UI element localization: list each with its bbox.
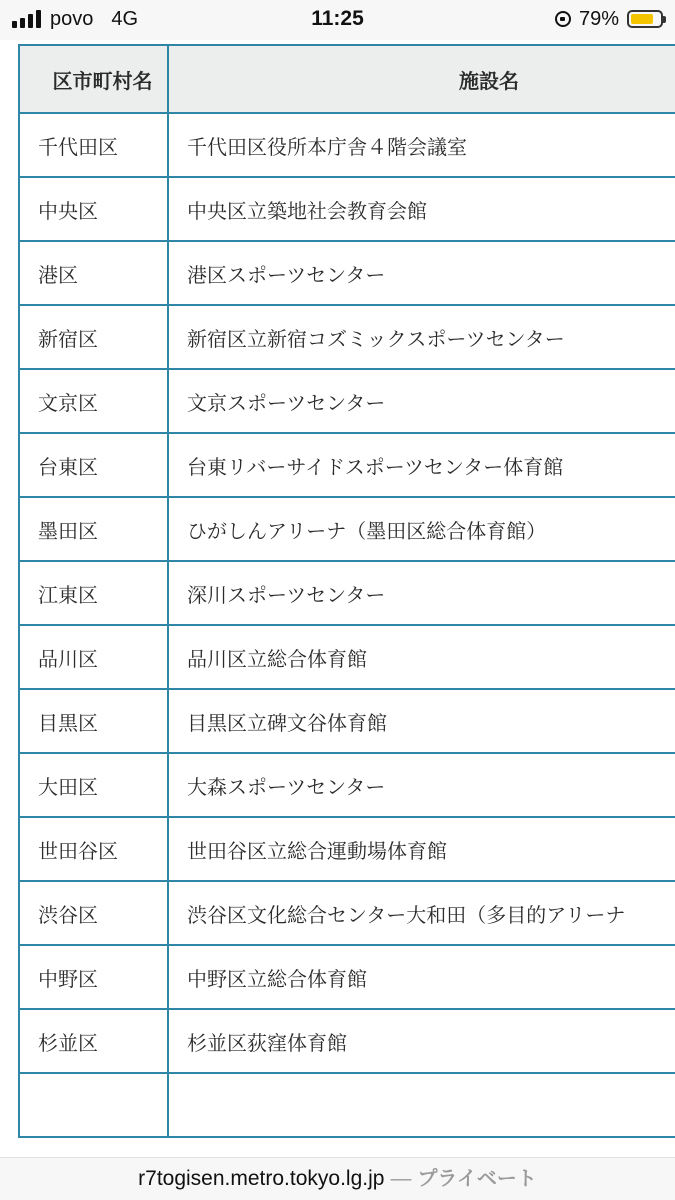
carrier-label: povo xyxy=(50,7,94,30)
status-bar xyxy=(0,0,675,40)
table-row xyxy=(19,433,675,497)
facility-cell: 中野区立総合体育館 xyxy=(168,945,675,1009)
municipality-cell: 千代田区 xyxy=(19,113,168,177)
municipality-cell: 墨田区 xyxy=(19,497,168,561)
municipality-cell: 文京区 xyxy=(19,369,168,433)
facility-cell: 品川区立総合体育館 xyxy=(168,625,675,689)
facility-cell: 港区スポーツセンター xyxy=(168,241,675,305)
municipality-cell: 世田谷区 xyxy=(19,817,168,881)
private-mode-label: プライベート xyxy=(417,1166,537,1190)
address-bar[interactable] xyxy=(0,1157,675,1200)
table-scroll-area[interactable] xyxy=(18,44,675,1158)
municipality-cell: 新宿区 xyxy=(19,305,168,369)
network-type-label: 4G xyxy=(111,7,139,30)
municipality-cell: 中央区 xyxy=(19,177,168,241)
venue-table xyxy=(18,44,675,1138)
municipality-cell: 港区 xyxy=(19,241,168,305)
facility-cell: 世田谷区立総合運動場体育館 xyxy=(168,817,675,881)
table-row xyxy=(19,369,675,433)
rotation-lock-icon xyxy=(555,11,571,27)
clock: 11:25 xyxy=(311,7,364,30)
facility-cell: 文京スポーツセンター xyxy=(168,369,675,433)
table-row xyxy=(19,305,675,369)
table-header-row xyxy=(19,45,675,113)
facility-cell: 目黒区立碑文谷体育館 xyxy=(168,689,675,753)
facility-cell: 渋谷区文化総合センター大和田（多目的アリーナ xyxy=(168,881,675,945)
facility-cell: 千代田区役所本庁舎４階会議室 xyxy=(168,113,675,177)
municipality-cell: 目黒区 xyxy=(19,689,168,753)
table-row xyxy=(19,625,675,689)
table-row xyxy=(19,113,675,177)
table-row xyxy=(19,689,675,753)
status-bar-right xyxy=(555,7,663,31)
table-row xyxy=(19,561,675,625)
facility-cell: 杉並区荻窪体育館 xyxy=(168,1009,675,1073)
facility-cell: 新宿区立新宿コズミックスポーツセンター xyxy=(168,305,675,369)
column-header-municipality: 区市町村名 xyxy=(19,45,168,113)
table-row xyxy=(19,497,675,561)
municipality-cell: 大田区 xyxy=(19,753,168,817)
table-row xyxy=(19,881,675,945)
table-row xyxy=(19,1073,675,1137)
battery-fill xyxy=(631,14,653,24)
url-separator: — xyxy=(390,1167,412,1190)
url-domain: r7togisen.metro.tokyo.lg.jp xyxy=(138,1167,385,1190)
facility-cell: 深川スポーツセンター xyxy=(168,561,675,625)
municipality-cell xyxy=(19,1073,168,1137)
column-header-facility: 施設名 xyxy=(168,45,675,113)
municipality-cell: 杉並区 xyxy=(19,1009,168,1073)
municipality-cell: 中野区 xyxy=(19,945,168,1009)
table-row xyxy=(19,817,675,881)
facility-cell: 台東リバーサイドスポーツセンター体育館 xyxy=(168,433,675,497)
facility-cell: 中央区立築地社会教育会館 xyxy=(168,177,675,241)
table-row xyxy=(19,945,675,1009)
facility-cell: ひがしんアリーナ（墨田区総合体育館） xyxy=(168,497,675,561)
battery-percent: 79% xyxy=(578,7,619,30)
facility-cell xyxy=(168,1073,675,1137)
facility-cell: 大森スポーツセンター xyxy=(168,753,675,817)
battery-icon xyxy=(627,10,663,28)
table-row xyxy=(19,241,675,305)
table-row xyxy=(19,177,675,241)
table-body xyxy=(19,113,675,1137)
table-row xyxy=(19,753,675,817)
municipality-cell: 品川区 xyxy=(19,625,168,689)
municipality-cell: 江東区 xyxy=(19,561,168,625)
table-row xyxy=(19,1009,675,1073)
municipality-cell: 渋谷区 xyxy=(19,881,168,945)
municipality-cell: 台東区 xyxy=(19,433,168,497)
